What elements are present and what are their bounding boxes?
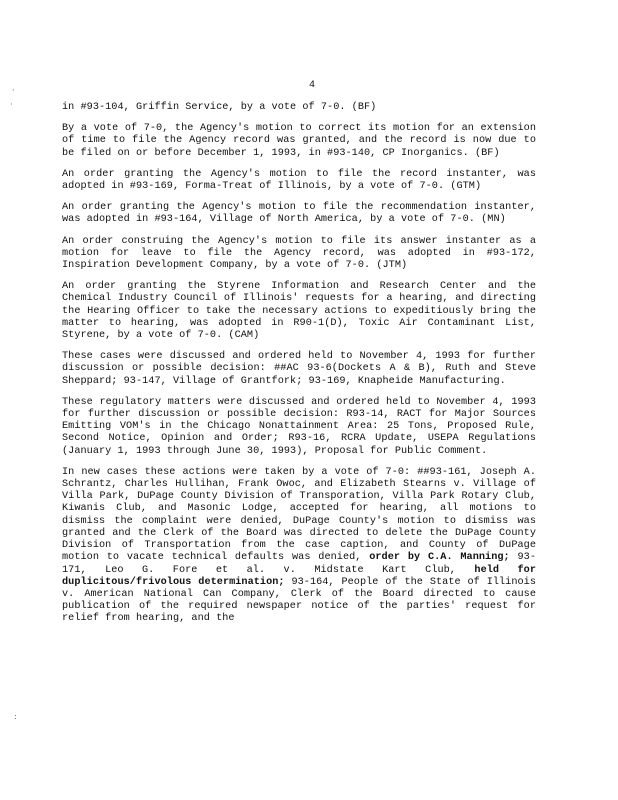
- paragraph: [62, 102, 536, 114]
- paragraph-text: By a vote of 7-0, the Agency's motion to correct its motion for an extension of time to file the Agency record was granted, and the record is now due to be filed on or before December 1, 1993, in #93-140, CP Inorganics. (BF): [62, 123, 536, 159]
- paragraph-text: in #93-104, Griffin Service, by a vote of 7-0. (BF): [62, 102, 377, 113]
- paragraph-text: An order granting the Agency's motion to file the recommendation instanter, was adopted in #93-164, Village of North America, by a vote of 7-0. (MN): [62, 202, 536, 226]
- paragraph-text: 93-171, Leo G. Fore et al. v. Midstate Kart Club,: [62, 552, 536, 576]
- paragraph-text: These cases were discussed and ordered held to November 4, 1993 for further discussion or possible decision: ##AC 93-6(Dockets A & B), Ruth and Steve Sheppard; 93-147, Village of Grantfork; 93-169, Knapheide Manufacturing.: [62, 351, 536, 387]
- scan-mark: :: [14, 712, 17, 721]
- paragraph: [62, 202, 536, 226]
- paragraph: [62, 397, 536, 458]
- paragraph: [62, 169, 536, 193]
- paragraph-text: 93-164, People of the State of Illinois v. American National Can Company, Clerk of the Board directed to cause publication of the required newspaper notice of the parties' request for relief from hearing, and the: [62, 576, 537, 625]
- bold-text: order by C.A. Manning;: [369, 552, 510, 564]
- scan-mark: ·: [10, 100, 13, 109]
- paragraph-text: In new cases these actions were taken by a vote of 7-0: ##93-161, Joseph A. Schrantz, Charles Hullihan, Frank Owoc, and Elizabeth Stearns v. Village of Villa Park, DuPage County Division of Transporation, Villa Park Rotary Club, Kiwanis Club, and Masonic Lodge, accepted for hearing, all motions to dismiss the complaint were denied, DuPage County's motion to dismiss was granted and the Clerk of the Board was directed to delete the DuPage County Division of Transportation from the case caption, and County of DuPage motion to vacate technical defaults was denied,: [62, 466, 536, 564]
- paragraph: [62, 281, 536, 342]
- paragraph: [62, 123, 536, 160]
- paragraph: [62, 467, 536, 626]
- paragraph-text: An order granting the Agency's motion to file the record instanter, was adopted in #93-169, Forma-Treat of Illinois, by a vote of 7-0. (GTM): [62, 168, 536, 193]
- bold-text: held for duplicitous/frivolous determination;: [62, 564, 537, 588]
- document-body: [62, 102, 536, 635]
- paragraph-text: These regulatory matters were discussed and ordered held to November 4, 1993 for further discussion or possible decision: R93-14, RACT for Major Sources Emitting VOM's in the Chicago Nonattainment Area: 25 Tons, Proposed Rule, Second Notice, Opinion and Order; R93-16, RCRA Update, USEPA Regulations (January 1, 1993 through June 30, 1993), Proposal for Public Comment.: [62, 396, 536, 457]
- page-number: 4: [309, 80, 316, 91]
- paragraph: [62, 236, 536, 273]
- scan-mark: ·: [12, 86, 15, 95]
- paragraph-text: An order construing the Agency's motion to file its answer instanter as a motion for leave to file the Agency record, was adopted in #93-172, Inspiration Development Company, by a vote of 7-0. (JTM): [62, 235, 536, 272]
- paragraph: [62, 351, 536, 388]
- paragraph-text: An order granting the Styrene Information and Research Center and the Chemical Industry Council of Illinois' requests for a hearing, and directing the Hearing Officer to take the necessary actions to expeditiously bring the matter to hearing, was adopted in R90-1(D), Toxic Air Contaminant List, Styrene, by a vote of 7-0. (CAM): [62, 281, 536, 342]
